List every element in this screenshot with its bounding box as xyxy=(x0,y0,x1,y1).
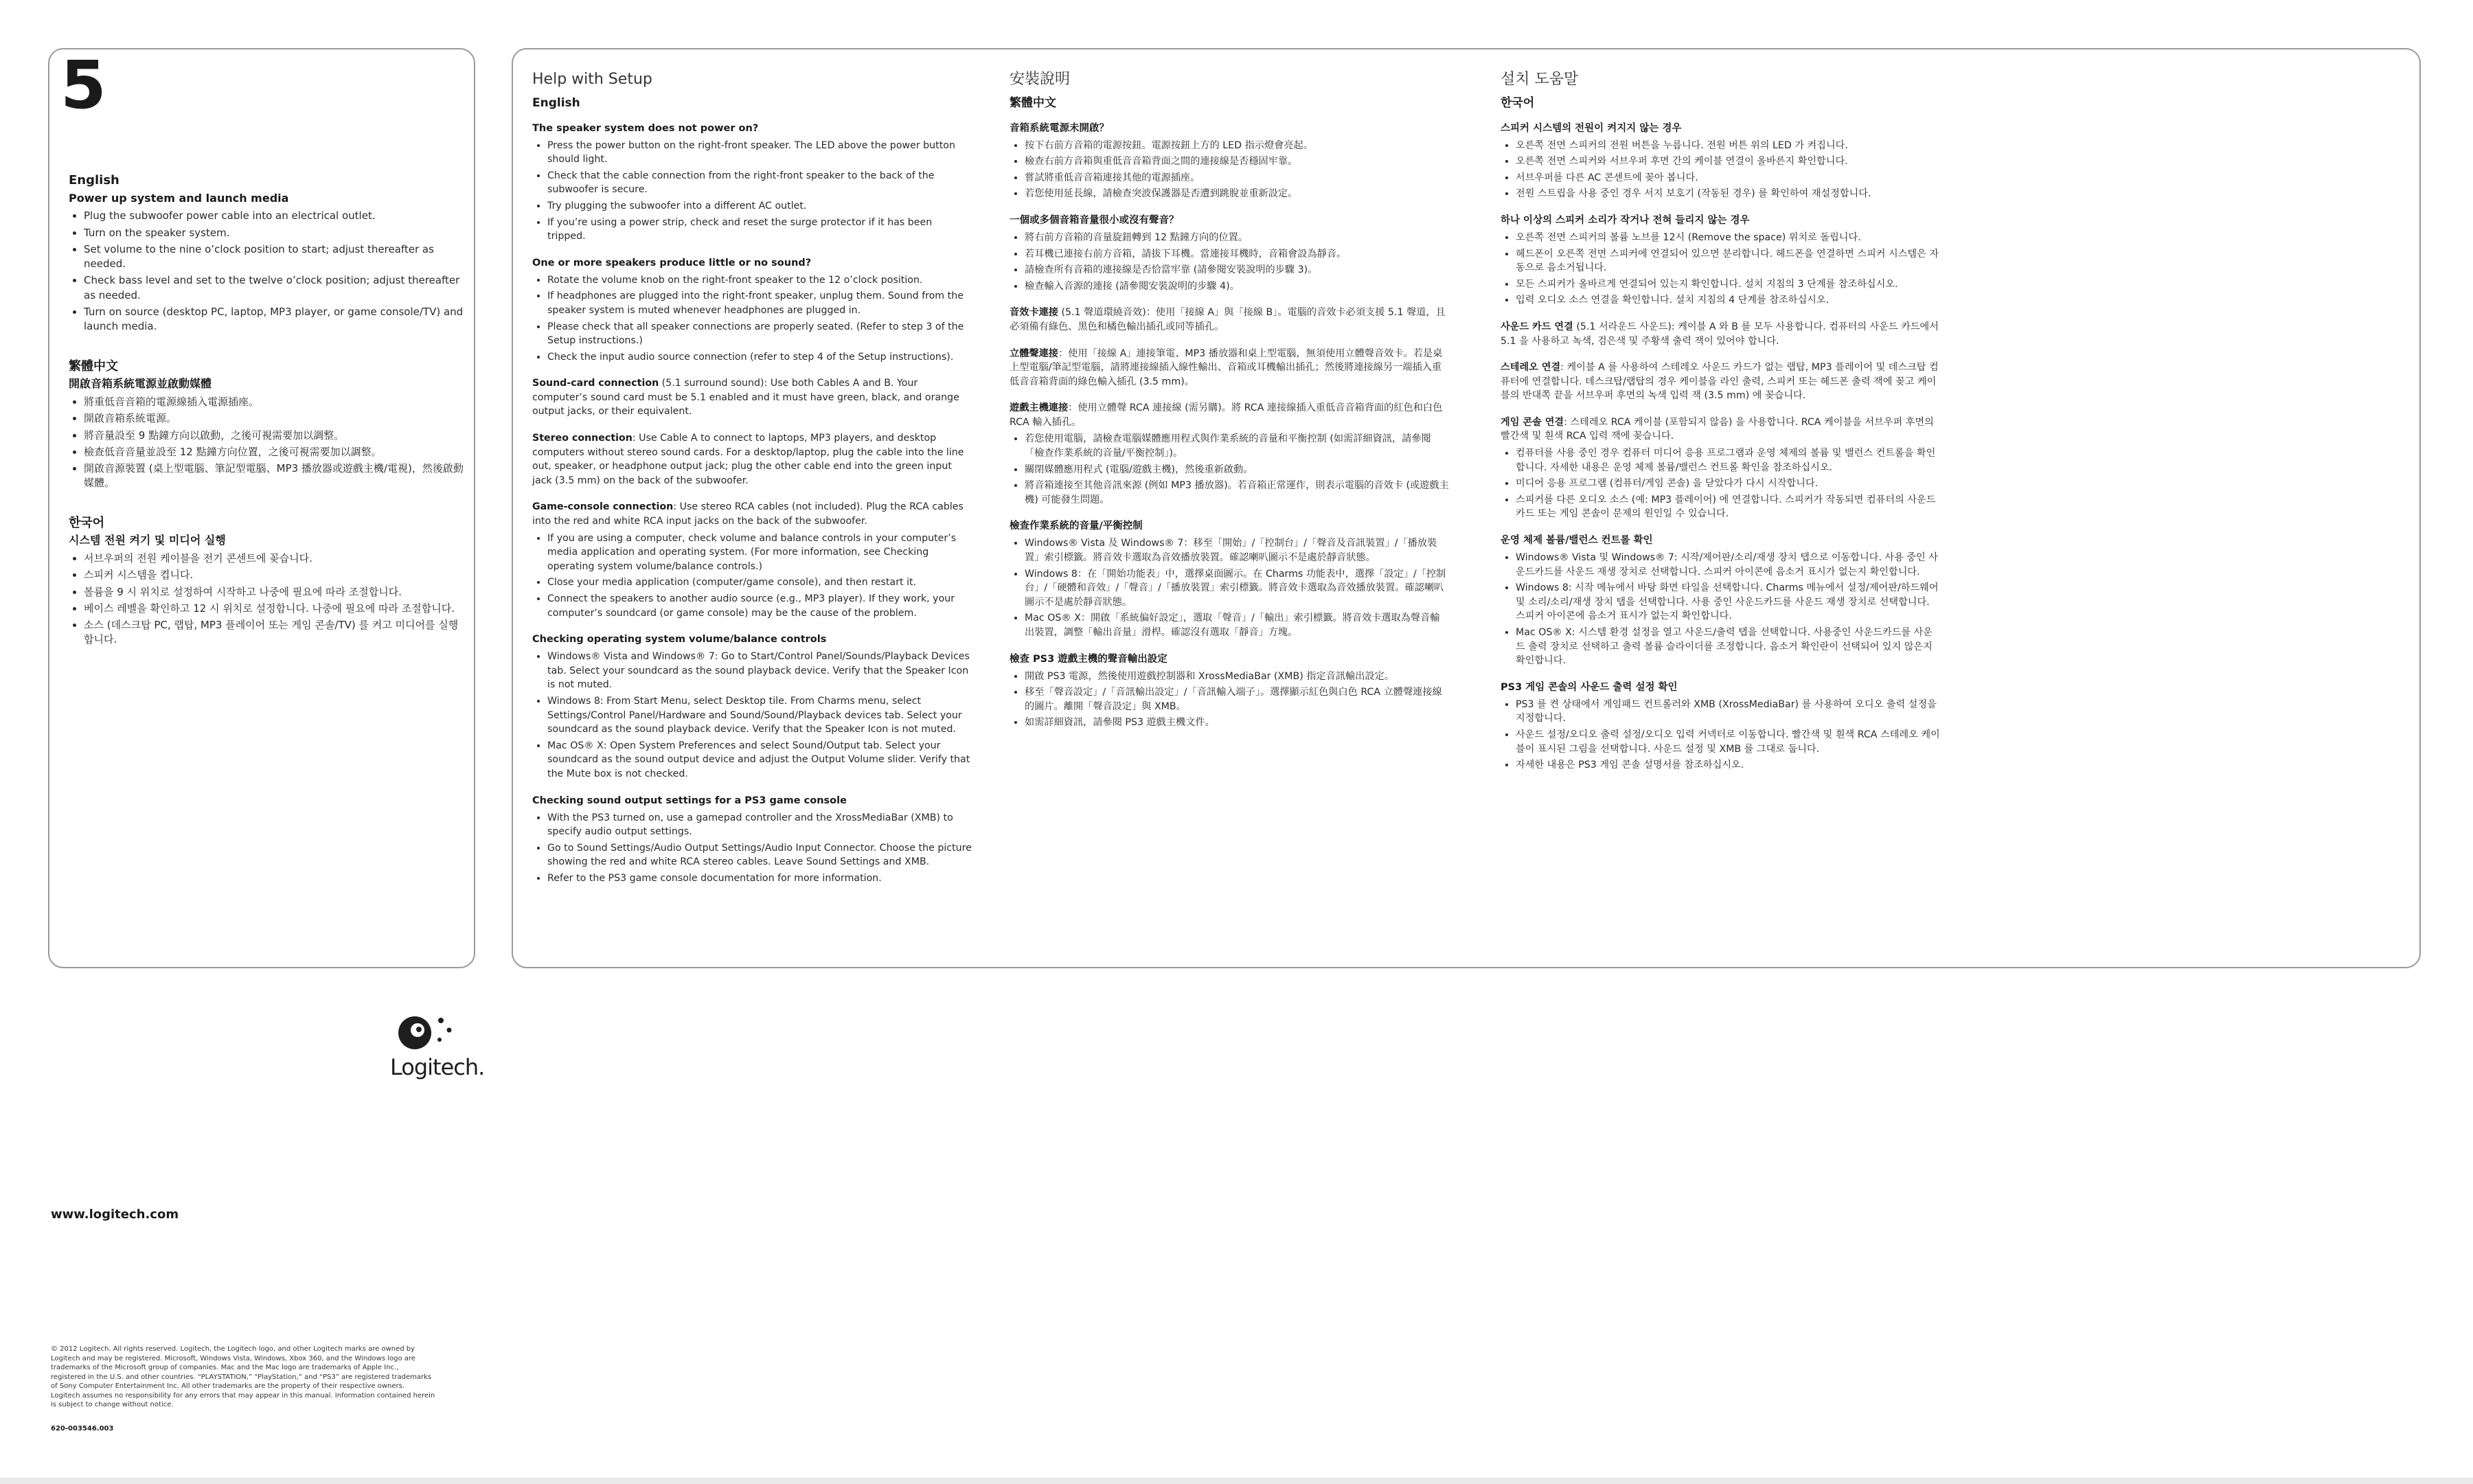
list-item: • With the PS3 turned on, use a gamepad controller and the XrossMediaBar (XMB) to specify audio output settings. xyxy=(547,811,972,839)
list-item: • 若您使用電腦，請檢查電腦媒體應用程式與作業系統的音量和平衡控制 (如需詳細資訊，請參閱「檢查作業系統的音量/平衡控制」)。 xyxy=(1025,432,1449,460)
list-item: • 將重低音音箱的電源線插入電源插座。 xyxy=(84,395,467,409)
list-item: • If headphones are plugged into the right-front speaker, unplug them. Sound from the speaker system is muted whenever headphones are plugged in. xyxy=(547,289,972,317)
para-stereo xyxy=(1501,361,1940,403)
section-subtitle: Power up system and launch media xyxy=(69,191,289,205)
list-item: • 볼륨을 9 시 위치로 설정하여 시작하고 나중에 필요에 따라 조절합니다. xyxy=(84,585,467,600)
item-list xyxy=(532,650,972,781)
label: 게임 콘솔 연결 xyxy=(1501,416,1564,428)
list-item: • Mac OS® X：開啟「系統偏好設定」，選取「聲音」/「輸出」索引標籤。將音效卡選取為聲音輸出裝置，調整「輸出音量」滑桿。確認沒有選取「靜音」方塊。 xyxy=(1025,611,1449,639)
list-item: • 關閉媒體應用程式 (電腦/遊戲主機)，然後重新啟動。 xyxy=(1025,463,1449,477)
section-heading: Checking operating system volume/balance controls xyxy=(532,634,827,646)
item-list xyxy=(1501,551,1940,668)
label: 立體聲連接 xyxy=(1010,347,1058,359)
ps3-check xyxy=(1010,652,1449,730)
para-stereo xyxy=(532,431,972,488)
instruction-list xyxy=(69,551,467,648)
help-panel xyxy=(512,48,2421,968)
item-list xyxy=(1010,432,1449,507)
list-item: • 오른쪽 전면 스피커의 볼륨 노브를 12시 (Remove the space) 위치로 돌립니다. xyxy=(1516,231,1940,245)
game-console-info xyxy=(532,500,972,620)
section-heading: 하나 이상의 스피커 소리가 작거나 전혀 들리지 않는 경우 xyxy=(1501,214,1750,226)
column-lang: 繁體中文 xyxy=(1010,95,1056,110)
list-item: • 전원 스트립을 사용 중인 경우 서지 보호기 (작동된 경우) 를 확인하여 재설정합니다. xyxy=(1516,187,1940,201)
lang-heading: 한국어 xyxy=(69,515,105,530)
list-item: • 사운드 설정/오디오 출력 설정/오디오 입력 커넥터로 이동합니다. 빨간색 및 흰색 RCA 스테레오 케이블이 표시된 그림을 선택합니다. 사운드 설정 및 XMB 를 그대로 둡니다. xyxy=(1516,728,1940,756)
item-list xyxy=(1010,536,1449,639)
list-item: • Try plugging the subwoofer into a different AC outlet. xyxy=(547,199,972,214)
list-item: • 스피커 시스템을 켭니다. xyxy=(84,568,467,582)
item-list xyxy=(532,532,972,621)
section-heading: 音箱系統電源未開啟？ xyxy=(1010,122,1109,134)
connection-info xyxy=(532,376,972,419)
lang-heading: 繁體中文 xyxy=(69,358,118,374)
list-item: • Check bass level and set to the twelve o’clock position; adjust thereafter as needed. xyxy=(84,273,467,303)
list-item: • 將音箱連接至其他音訊來源 (例如 MP3 播放器)。若音箱正常運作，則表示電腦的音效卡 (或遊戲主機) 可能發生問題。 xyxy=(1025,479,1449,507)
list-item: • 서브우퍼를 다른 AC 콘센트에 꽂아 봅니다. xyxy=(1516,171,1940,185)
column-lang: English xyxy=(532,95,580,110)
list-item: • If you’re using a power strip, check and reset the surge protector if it has been tripped. xyxy=(547,216,972,244)
label: Game-console connection xyxy=(532,501,674,513)
list-item: • 按下右前方音箱的電源按鈕。電源按鈕上方的 LED 指示燈會亮起。 xyxy=(1025,139,1449,153)
list-item: • Press the power button on the right-front speaker. The LED above the power button should light. xyxy=(547,139,972,167)
list-item: • Check that the cable connection from the right-front speaker to the back of the subwoofer is secure. xyxy=(547,169,972,197)
column-title: 安裝說明 xyxy=(1010,71,1071,88)
list-item: • 스피커를 다른 오디오 소스 (예: MP3 플레이어) 에 연결합니다. 스피커가 작동되면 컴퓨터의 사운드카드 또는 게임 콘솔이 문제의 원인일 수 있습니다. xyxy=(1516,493,1940,521)
ps3-check xyxy=(532,794,972,886)
list-item: • 將右前方音箱的音量旋鈕轉到 12 點鐘方向的位置。 xyxy=(1025,231,1449,245)
section-heading: Checking sound output settings for a PS3 game console xyxy=(532,795,847,806)
label: 사운드 카드 연결 xyxy=(1501,321,1573,332)
list-item: • If you are using a computer, check volume and balance controls in your computer’s media application and operating system. (For more information, see Checking operating system volume/balance controls.) xyxy=(547,532,972,574)
game-console-info xyxy=(1010,401,1449,507)
column-zh xyxy=(1010,69,1449,742)
label: 遊戲主機連接 xyxy=(1010,402,1069,414)
left-content xyxy=(69,172,467,671)
list-item: • Go to Sound Settings/Audio Output Settings/Audio Input Connector. Choose the picture showing the red and white RCA stereo cables. Leave Sound Settings and XMB. xyxy=(547,841,972,869)
list-item: • Refer to the PS3 game console documentation for more information. xyxy=(547,871,972,886)
troubleshoot-power xyxy=(532,122,972,244)
list-item: • 移至「聲音設定」/「音訊輸出設定」/「音訊輸入端子」。選擇顯示紅色與白色 RCA 立體聲連接線的圖片。離開「聲音設定」與 XMB。 xyxy=(1025,685,1449,714)
os-volume-check xyxy=(1010,519,1449,639)
lang-heading: English xyxy=(69,173,119,187)
instruction-list xyxy=(69,395,467,491)
item-list xyxy=(1501,231,1940,308)
para-sound-card xyxy=(532,376,972,419)
column-title: Help with Setup xyxy=(532,71,652,88)
column-lang: 한국어 xyxy=(1501,95,1535,110)
list-item: • 베이스 레벨을 확인하고 12 시 위치로 설정합니다. 나중에 필요에 따라 조절합니다. xyxy=(84,602,467,616)
logo-wordmark: Logitech. xyxy=(390,1054,485,1080)
section-heading: 운영 체제 볼륨/밸런스 컨트롤 확인 xyxy=(1501,535,1653,547)
item-list xyxy=(1010,231,1449,293)
list-item: • 미디어 응용 프로그램 (컴퓨터/게임 콘솔) 을 닫았다가 다시 시작합니다. xyxy=(1516,477,1940,491)
para-stereo xyxy=(1010,347,1449,389)
section-heading: 檢查 PS3 遊戲主機的聲音輸出設定 xyxy=(1010,653,1167,665)
list-item: • PS3 를 켠 상태에서 게임패드 컨트롤러와 XMB (XrossMediaBar) 를 사용하여 오디오 출력 설정을 지정합니다. xyxy=(1516,698,1940,726)
text: : Use stereo RCA cables (not included). Plug the RCA cables into the red and white RCA input jacks on the back of the subwoofer. xyxy=(532,501,964,527)
list-item: • Turn on source (desktop PC, laptop, MP3 player, or game console/TV) and launch media. xyxy=(84,305,467,334)
troubleshoot-power xyxy=(1010,122,1449,201)
connection-info xyxy=(1501,320,1940,348)
list-item: • Turn on the speaker system. xyxy=(84,226,467,240)
text: (5.1 surround sound): Use both Cables A and B. Your computer’s sound card must be 5.1 enabled and it must have green, black, and orange output jacks, or their equivalent. xyxy=(532,378,959,418)
section-heading: 스피커 시스템의 전원이 켜지지 않는 경우 xyxy=(1501,122,1682,134)
list-item: • 서브우퍼의 전원 케이블을 전기 콘센트에 꽂습니다. xyxy=(84,551,467,566)
para-game xyxy=(532,500,972,528)
column-english xyxy=(532,69,972,898)
instruction-list xyxy=(69,209,467,334)
column-ko xyxy=(1501,69,1940,785)
list-item: • 開啟 PS3 電源，然後使用遊戲控制器和 XrossMediaBar (XMB) 指定音訊輸出設定。 xyxy=(1025,670,1449,684)
text: : 케이블 A 를 사용하여 스테레오 사운드 카드가 없는 랩탑, MP3 플레이어 및 데스크탑 컴퓨터에 연결합니다. 데스크탑/랩탑의 경우 케이블을 라인 출력, 스피커 또는 헤드폰 출력 잭에 꽂고 케이블의 반대쪽 끝을 서브우퍼 후면의 녹색 입력 잭 (3.5 mm) 에 꽂습니다. xyxy=(1501,362,1939,402)
section-heading: The speaker system does not power on? xyxy=(532,122,759,134)
list-item: • 오른쪽 전면 스피커와 서브우퍼 후면 간의 케이블 연결이 올바른지 확인합니다. xyxy=(1516,155,1940,169)
list-item: • 컴퓨터를 사용 중인 경우 컴퓨터 미디어 응용 프로그램과 운영 체제의 볼륨 및 밸런스 컨트롤을 확인합니다. 자세한 내용은 운영 체제 볼륨/밸런스 컨트롤 확인을 참조하십시오. xyxy=(1516,446,1940,475)
para-sound-card xyxy=(1010,306,1449,334)
list-item: • Windows® Vista 及 Windows® 7：移至「開始」/「控制台」/「聲音及音訊裝置」/「播放裝置」索引標籤。將音效卡選取為音效播放裝置。確認喇叭圖示不是處於靜音狀態。 xyxy=(1025,536,1449,564)
section-zh xyxy=(69,358,467,491)
label: Sound-card connection xyxy=(532,378,659,389)
left-panel xyxy=(48,48,475,968)
list-item: • 오른쪽 전면 스피커의 전원 버튼을 누릅니다. 전원 버튼 위의 LED 가 켜집니다. xyxy=(1516,139,1940,153)
game-console-info xyxy=(1501,415,1940,521)
list-item: • Windows 8：在「開始功能表」中，選擇桌面圖示。在 Charms 功能表中，選擇「設定」/「控制台」/「硬體和音效」/「聲音」/「播放裝置」索引標籤。將音效卡選取為音效播放裝置。確認喇叭圖示不是處於靜音狀態。 xyxy=(1025,567,1449,610)
list-item: • Windows® Vista and Windows® 7: Go to Start/Control Panel/Sounds/Playback Devices tab. Select your soundcard as the sound playback device. Verify that the Speaker Icon is not muted. xyxy=(547,650,972,692)
item-list xyxy=(1501,139,1940,201)
list-item: • Plug the subwoofer power cable into an electrical outlet. xyxy=(84,209,467,223)
list-item: • 請檢查所有音箱的連接線是否恰當牢靠 (請參閱安裝說明的步驟 3)。 xyxy=(1025,263,1449,277)
list-item: • 헤드폰이 오른쪽 전면 스피커에 연결되어 있으면 분리합니다. 헤드폰을 연결하면 스피커 시스템은 자동으로 음소거됩니다. xyxy=(1516,247,1940,275)
text: : 스테레오 RCA 케이블 (포함되지 않음) 을 사용합니다. RCA 케이블을 서브우퍼 후면의 빨간색 및 흰색 RCA 입력 잭에 꽂습니다. xyxy=(1501,416,1934,442)
list-item: • Close your media application (computer/game console), and then restart it. xyxy=(547,575,972,590)
item-list xyxy=(1501,698,1940,773)
list-item: • 開啟音箱系統電源。 xyxy=(84,411,467,426)
ps3-check xyxy=(1501,681,1940,773)
list-item: • Rotate the volume knob on the right-front speaker to the 12 o’clock position. xyxy=(547,273,972,288)
label: 스테레오 연결 xyxy=(1501,362,1561,374)
bottom-divider xyxy=(0,1478,2473,1484)
label: Stereo connection xyxy=(532,433,633,444)
section-english xyxy=(69,172,467,334)
page-number: 5 xyxy=(60,47,106,124)
list-item: • Windows® Vista 및 Windows® 7: 시작/제어판/소리/재생 장치 탭으로 이동합니다. 사용 중인 사운드카드를 사운드 재생 장치로 선택합니다. 스피커 아이콘에 음소거 표시가 없는지 확인합니다. xyxy=(1516,551,1940,579)
stereo-info xyxy=(1010,347,1449,389)
list-item: • Set volume to the nine o’clock position to start; adjust thereafter as needed. xyxy=(84,242,467,272)
item-list xyxy=(1010,139,1449,201)
list-item: • 將音量設至 9 點鐘方向以啟動，之後可視需要加以調整。 xyxy=(84,429,467,443)
text: (5.1 聲道環繞音效)：使用「接線 A」與「接線 B」。電腦的音效卡必須支援 5.1 聲道，且必須備有綠色、黑色和橘色輸出插孔或同等插孔。 xyxy=(1010,307,1446,332)
para-game xyxy=(1010,401,1449,429)
stereo-info xyxy=(1501,361,1940,403)
text: ：使用立體聲 RCA 連接線 (需另購)。將 RCA 連接線插入重低音音箱背面的紅色和白色 RCA 輸入插孔。 xyxy=(1010,402,1443,428)
section-ko xyxy=(69,514,467,648)
list-item: • 檢查右前方音箱與重低音音箱背面之間的連接線是否穩固牢靠。 xyxy=(1025,155,1449,169)
list-item: • 소스 (데스크탑 PC, 랩탑, MP3 플레이어 또는 게임 콘솔/TV) 를 켜고 미디어를 실행합니다. xyxy=(84,618,467,648)
label: 音效卡連接 xyxy=(1010,307,1058,319)
list-item: • 자세한 내용은 PS3 게임 콘솔 설명서를 참조하십시오. xyxy=(1516,758,1940,773)
text: (5.1 서라운드 사운드): 케이블 A 와 B 를 모두 사용합니다. 컴퓨터의 사운드 카드에서 5.1 을 사용하고 녹색, 검은색 및 주황색 출력 잭이 있어야 합니다. xyxy=(1501,321,1939,347)
legal-notice: © 2012 Logitech. All rights reserved. Logitech, the Logitech logo, and other Logitech marks are owned by Logitech and may be registered. Microsoft, Windows Vista, Windows, Xbox 360, and the Windows logo are trademarks of the Microsoft group of companies. Mac and the Mac logo are trademarks of Apple Inc., registered in the U.S. and other countries. “PLAYSTATION,” “PlayStation,” and “PS3” are registered trademarks of Sony Computer Entertainment Inc. All other trademarks are the property of their respective owners. Logitech assumes no responsibility for any errors that may appear in this manual. Information contained herein is subject to change without notice. xyxy=(51,1345,435,1408)
para-game xyxy=(1501,415,1940,444)
stereo-info xyxy=(532,431,972,488)
item-list xyxy=(1501,446,1940,521)
item-list xyxy=(532,139,972,244)
list-item: • 開啟音源裝置 (桌上型電腦、筆記型電腦、MP3 播放器或遊戲主機/電視)，然後啟動媒體。 xyxy=(84,461,467,491)
list-item: • Check the input audio source connection (refer to step 4 of the Setup instructions). xyxy=(547,350,972,365)
list-item: • 若您使用延長線，請檢查突波保護器是否遭到跳脫並重新設定。 xyxy=(1025,187,1449,201)
item-list xyxy=(532,273,972,365)
list-item: • 모든 스피커가 올바르게 연결되어 있는지 확인합니다. 설치 지침의 3 단계를 참조하십시오. xyxy=(1516,277,1940,292)
item-list xyxy=(532,811,972,886)
list-item: • Mac OS® X: 시스템 환경 설정을 열고 사운드/출력 탭을 선택합니다. 사용중인 사운드카드를 사운드 출력 장치로 선택하고 출력 볼륨 슬라이더를 조정합니다. 음소거 확인란이 선택되어 있지 않은지 확인합니다. xyxy=(1516,626,1940,668)
section-heading: One or more speakers produce little or no sound? xyxy=(532,257,812,269)
item-list xyxy=(1010,670,1449,730)
list-item: • Mac OS® X: Open System Preferences and select Sound/Output tab. Select your soundcard as the sound output device and adjust the Output Volume slider. Verify that the Mute box is not checked. xyxy=(547,739,972,781)
section-heading: 檢查作業系統的音量/平衡控制 xyxy=(1010,521,1143,532)
section-heading: PS3 게임 콘솔의 사운드 출력 설정 확인 xyxy=(1501,681,1678,693)
list-item: • 檢查低音音量並設至 12 點鐘方向位置，之後可視需要加以調整。 xyxy=(84,445,467,459)
list-item: • 嘗試將重低音音箱連接其他的電源插座。 xyxy=(1025,171,1449,185)
section-subtitle: 시스템 전원 켜기 및 미디어 실행 xyxy=(69,534,226,547)
os-volume-check xyxy=(1501,534,1940,668)
list-item: • 입력 오디오 소스 연결을 확인합니다. 설치 지침의 4 단계를 참조하십시오. xyxy=(1516,293,1940,308)
text: ：使用「接線 A」連接筆電、MP3 播放器和桌上型電腦，無須使用立體聲音效卡。若是桌上型電腦/筆記型電腦，請將連接線插入線性輸出、音箱或耳機輸出插孔；然後將連接線另一端插入重低音音箱背面的綠色輸入插孔 (3.5 mm)。 xyxy=(1010,347,1443,387)
list-item: • Windows 8: 시작 메뉴에서 바탕 화면 타일을 선택합니다. Charms 메뉴에서 설정/제어판/하드웨어 및 소리/소리/재생 장치 탭을 선택합니다. 사용 중인 사운드카드를 사운드 재생 장치로 선택합니다. 스피커 아이콘에 음소거 표시가 없는지 확인합니다. xyxy=(1516,581,1940,624)
troubleshoot-sound xyxy=(1010,214,1449,293)
list-item: • Windows 8: From Start Menu, select Desktop tile. From Charms menu, select Settings/Control Panel/Hardware and Sound/Sound/Playback devices tab. Select your soundcard as the sound playback device. Verify that the Speaker Icon is not muted. xyxy=(547,694,972,737)
list-item: • 若耳機已連接右前方音箱，請拔下耳機。當連接耳機時，音箱會設為靜音。 xyxy=(1025,247,1449,262)
troubleshoot-sound xyxy=(1501,214,1940,308)
website-url[interactable]: www.logitech.com xyxy=(51,1207,179,1222)
troubleshoot-sound xyxy=(532,256,972,365)
os-volume-check xyxy=(532,632,972,781)
section-subtitle: 開啟音箱系統電源並啟動媒體 xyxy=(69,377,212,391)
column-title: 설치 도움말 xyxy=(1501,71,1579,88)
connection-info xyxy=(1010,306,1449,334)
list-item: • 檢查輸入音源的連接 (請參閱安裝說明的步驟 4)。 xyxy=(1025,279,1449,294)
list-item: • Connect the speakers to another audio source (e.g., MP3 player). If they work, your computer’s soundcard (or game console) may be the cause of the problem. xyxy=(547,592,972,620)
troubleshoot-power xyxy=(1501,122,1940,201)
para-sound-card xyxy=(1501,320,1940,348)
part-number: 620-003546.003 xyxy=(51,1425,114,1432)
list-item: • Please check that all speaker connections are properly seated. (Refer to step 3 of the Setup instructions.) xyxy=(547,320,972,348)
section-heading: 一個或多個音箱音量很小或沒有聲音？ xyxy=(1010,214,1179,226)
text: : Use Cable A to connect to laptops, MP3 players, and desktop computers without stereo sound cards. For a desktop/laptop, plug the cable into the line out, speaker, or headphone output jack; plug the other cable end into the green input jack (3.5 mm) on the back of the subwoofer. xyxy=(532,433,964,486)
list-item: • 如需詳細資訊，請參閱 PS3 遊戲主機文件。 xyxy=(1025,716,1449,730)
